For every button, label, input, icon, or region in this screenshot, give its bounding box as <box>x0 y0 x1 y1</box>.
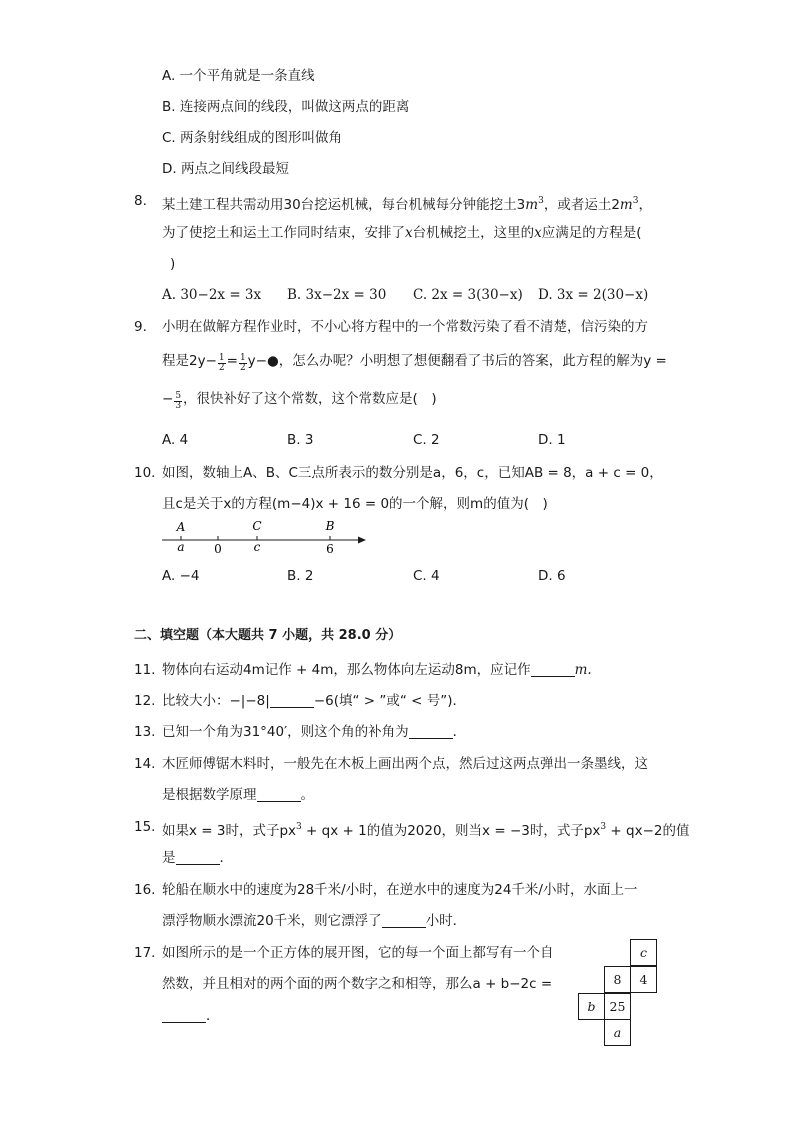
q10-option-c: C. 4 <box>413 568 440 584</box>
cube-face-a: a <box>604 1019 631 1046</box>
q14-line-1: 木匠师傅锯木料时，一般先在木板上画出两个点，然后过这两点弹出一条墨线，这 <box>162 756 648 772</box>
section-2-title: 二、填空题（本大题共 7 小题，共 28.0 分） <box>134 628 402 643</box>
q11-text: 物体向右运动4m记作 + 4m，那么物体向左运动8m，应记作 m. <box>162 662 592 678</box>
q13-text: 已知一个角为31°40′，则这个角的补角为 ． <box>162 724 467 740</box>
q12-text: 比较大小：−|−8| −6(填“ > ”或“ < 号”)． <box>162 693 467 709</box>
q9-line-3: − $\frac{5}{3}$ ，很快补好了这个常数，这个常数应是( ) <box>162 391 437 411</box>
q12-answer-blank[interactable] <box>270 693 314 708</box>
q15-number: 15. <box>134 819 156 835</box>
q9-number: 9. <box>134 319 147 335</box>
value-0: 0 <box>214 542 222 556</box>
label-point-c: C <box>252 519 262 533</box>
number-line-figure <box>160 515 375 561</box>
q10-number: 10. <box>134 465 156 481</box>
q7-option-d: D. 两点之间线段最短 <box>162 161 289 177</box>
cube-face-b: b <box>578 993 605 1020</box>
cube-face-25: 25 <box>604 993 631 1020</box>
q9-fraction-1: $\frac{1}{2}$ <box>218 353 225 373</box>
label-point-a: A <box>176 520 186 534</box>
q9-line-1: 小明在做解方程作业时，不小心将方程中的一个常数污染了看不清楚，信污染的方 <box>162 319 648 335</box>
q9-option-c: C. 2 <box>413 432 440 448</box>
q17-number: 17. <box>134 945 156 961</box>
q8-option-a: A. 30−2x = 3x <box>162 287 262 303</box>
q9-option-a: A. 4 <box>162 432 189 448</box>
q10-line-1: 如图，数轴上A、B、C三点所表示的数分别是a，6，c，已知AB = 8，a + c = 0， <box>162 465 663 481</box>
q14-number: 14. <box>134 756 156 772</box>
q16-answer-blank[interactable] <box>382 913 426 928</box>
q16-line-1: 轮船在顺水中的速度为28千米/小时，在逆水中的速度为24千米/小时，水面上一 <box>162 882 638 898</box>
q15-answer-blank[interactable] <box>176 850 220 865</box>
value-a: a <box>177 540 185 554</box>
q9-line-2: 程是2y− $\frac{1}{2}$ = $\frac{1}{2}$ y−●，怎么办呢？小明想了想便翻看了书后的答案，此方程的解为y = <box>162 353 667 373</box>
q10-option-a: A. −4 <box>162 568 200 584</box>
q8-option-d: D. 3x = 2(30−x) <box>538 287 649 303</box>
q15-line-1: 如果x = 3时，式子$px^3$ + qx + 1的值为2020，则当x = −3时，式子$px^3 + qx-2$的值 <box>162 822 690 839</box>
q11-answer-blank[interactable] <box>531 662 575 677</box>
q8-line-1: 某土建工程共需动用30台挖运机械，每台机械每分钟能挖土$3m^3$，或者运土$2m^3$， <box>162 196 652 213</box>
q8-line-2: 为了使挖土和运土工作同时结束，安排了x台机械挖土，这里的x应满足的方程是( <box>162 225 642 241</box>
value-6: 6 <box>326 542 334 556</box>
q9-fraction-3: $\frac{5}{3}$ <box>175 391 182 411</box>
q12-number: 12. <box>134 693 156 709</box>
q7-option-c: C. 两条射线组成的图形叫做角 <box>162 130 343 146</box>
q17-line-3: ． <box>162 1006 220 1026</box>
q9-option-b: B. 3 <box>287 432 314 448</box>
q13-number: 13. <box>134 724 156 740</box>
q14-line-2: 是根据数学原理 。 <box>162 787 314 803</box>
q7-option-a: A. 一个平角就是一条直线 <box>162 68 315 84</box>
q14-answer-blank[interactable] <box>257 787 301 802</box>
q15-line-2: 是 ． <box>162 850 233 866</box>
q9-fraction-2: $\frac{1}{2}$ <box>239 353 246 373</box>
value-c: c <box>253 540 261 554</box>
q10-line-2: 且c是关于x的方程(m−4)x + 16 = 0的一个解，则m的值为( ) <box>162 496 548 512</box>
q9-option-d: D. 1 <box>538 432 566 448</box>
q17-answer-blank[interactable] <box>162 1008 206 1023</box>
q8-option-b: B. 3x−2x = 30 <box>287 287 387 303</box>
q7-option-b: B. 连接两点间的线段，叫做这两点的距离 <box>162 99 410 115</box>
q16-line-2: 漂浮物顺水漂流20千米，则它漂浮了 小时． <box>162 913 467 929</box>
q17-line-2: 然数，并且相对的两个面的两个数字之和相等，那么a + b−2c = <box>162 976 553 992</box>
q16-number: 16. <box>134 882 156 898</box>
cube-face-c: c <box>630 939 657 966</box>
q8-number: 8. <box>134 193 147 209</box>
q8-line-3: ) <box>170 256 176 272</box>
q11-number: 11. <box>134 662 156 678</box>
cube-face-4: 4 <box>630 966 657 993</box>
q17-line-1: 如图所示的是一个正方体的展开图，它的每一个面上都写有一个自 <box>162 945 554 961</box>
number-line-arrow-icon <box>358 537 366 544</box>
label-point-b: B <box>325 519 335 533</box>
q10-option-b: B. 2 <box>287 568 314 584</box>
q13-answer-blank[interactable] <box>409 724 453 739</box>
q10-option-d: D. 6 <box>538 568 566 584</box>
q8-option-c: C. 2x = 3(30−x) <box>413 287 523 303</box>
cube-face-8: 8 <box>604 966 631 993</box>
